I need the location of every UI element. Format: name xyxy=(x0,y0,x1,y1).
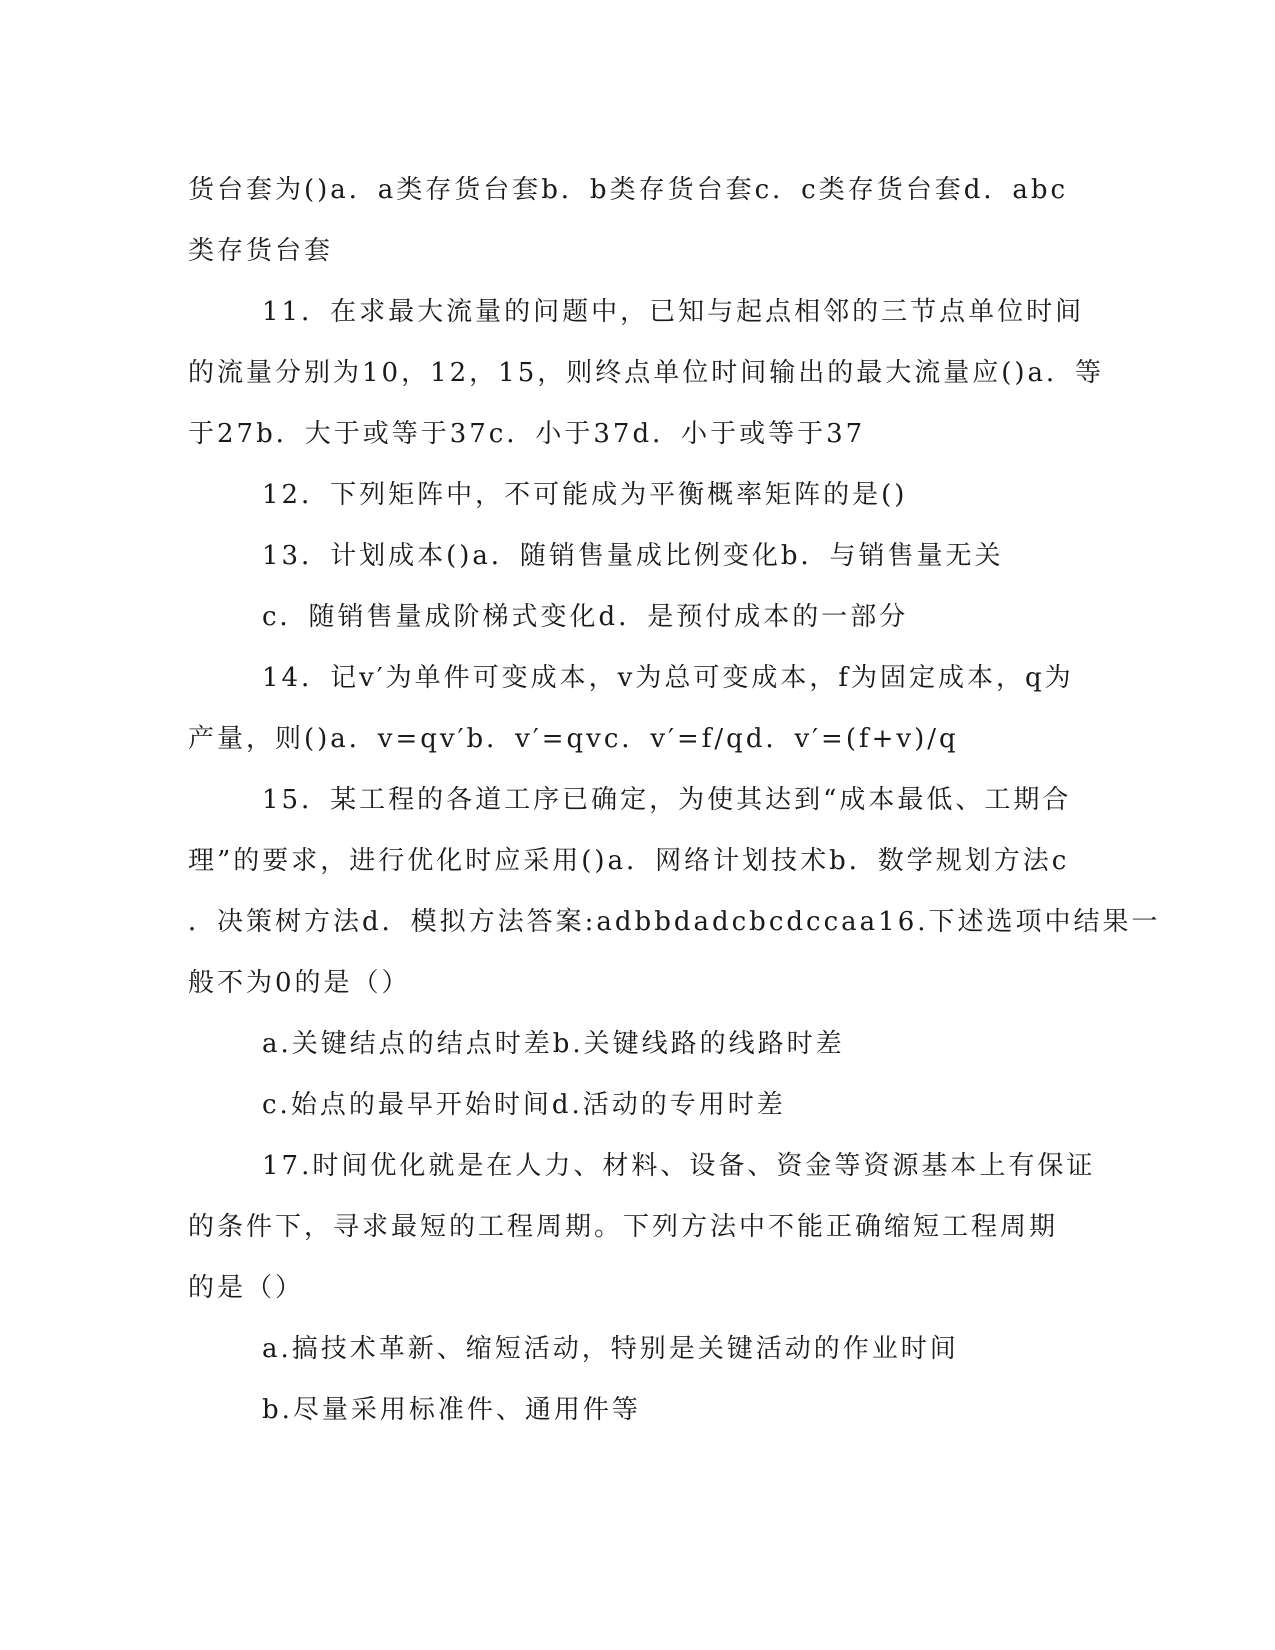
answer-line: ．决策树方法d．模拟方法答案:adbbdadcbcdccaa16.下述选项中结果一 xyxy=(188,907,1161,937)
text-line: 的条件下，寻求最短的工程周期。下列方法中不能正确缩短工程周期 xyxy=(188,1212,1059,1242)
question-14: 14．记v′为单件可变成本，v为总可变成本，f为固定成本，q为 xyxy=(262,663,1074,693)
text-line: 般不为0的是（） xyxy=(188,968,411,998)
text-line: 类存货台套 xyxy=(188,236,334,266)
question-13-options: c．随销售量成阶梯式变化d．是预付成本的一部分 xyxy=(262,602,909,632)
question-12: 12．下列矩阵中，不可能成为平衡概率矩阵的是() xyxy=(262,480,908,510)
question-13: 13．计划成本()a．随销售量成比例变化b．与销售量无关 xyxy=(262,541,1004,571)
text-line: 货台套为()a．a类存货台套b．b类存货台套c．c类存货台套d．abc xyxy=(188,175,1069,205)
question-17-option-a: a.搞技术革新、缩短活动，特别是关键活动的作业时间 xyxy=(262,1334,959,1364)
text-line: 于27b．大于或等于37c．小于37d．小于或等于37 xyxy=(188,419,866,449)
text-line: 的流量分别为10，12，15，则终点单位时间输出的最大流量应()a．等 xyxy=(188,358,1105,388)
document-body xyxy=(188,160,1161,1441)
question-15: 15．某工程的各道工序已确定，为使其达到“成本最低、工期合 xyxy=(262,785,1072,815)
question-16-options-ab: a.关键结点的结点时差b.关键线路的线路时差 xyxy=(262,1029,845,1059)
question-11: 11．在求最大流量的问题中，已知与起点相邻的三节点单位时间 xyxy=(262,297,1085,327)
text-line: 理”的要求，进行优化时应采用()a．网络计划技术b．数学规划方法c xyxy=(188,846,1070,876)
question-17: 17.时间优化就是在人力、材料、设备、资金等资源基本上有保证 xyxy=(262,1151,1096,1181)
question-16-options-cd: c.始点的最早开始时间d.活动的专用时差 xyxy=(262,1090,786,1120)
text-line: 的是（） xyxy=(188,1273,305,1303)
question-17-option-b: b.尽量采用标准件、通用件等 xyxy=(262,1395,641,1425)
text-line: 产量，则()a．v=qv′b．v′=qvc．v′=f/qd．v′=(f+v)/q xyxy=(188,724,959,754)
